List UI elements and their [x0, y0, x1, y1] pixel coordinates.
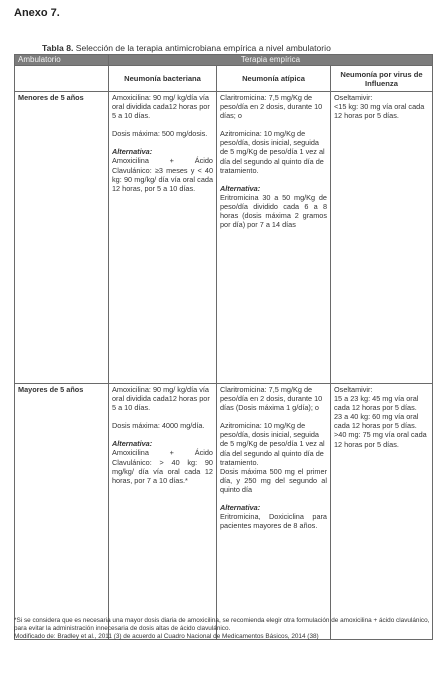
column-header-influenza: Neumonía por virus de Influenza [331, 66, 433, 92]
cell-atypical-over-5 [217, 384, 331, 640]
atypical-alt-label: Alternativa: [220, 183, 261, 193]
caption-text: Selección de la terapia antimicrobiana empírica a nivel ambulatorio [73, 43, 331, 53]
influenza-dose-1: 15 a 23 kg: 45 mg vía oral cada 12 horas por 5 días. [334, 394, 419, 413]
header-ambulatorio: Ambulatorio [15, 55, 109, 66]
annex-title: Anexo 7. [14, 7, 60, 19]
bacterial-alt-text: Amoxicilina + Ácido Clavulánico: ≥3 meses y < 40 kg: 90 mg/kg/ día vía oral cada 12 horas, por 5 a 10 días. [112, 156, 213, 193]
bacterial-main-text: Amoxicilina: 90 mg/ kg/día vía oral dividida cada12 horas por 5 a 10 días. [112, 385, 210, 413]
row-label-over-5: Mayores de 5 años [15, 384, 109, 640]
cell-bacterial-over-5 [109, 384, 217, 640]
bacterial-alt-label: Alternativa: [112, 439, 153, 449]
atypical-max-dose: Dosis máxima 500 mg el primer día, y 250 mg del segundo al quinto día [220, 466, 327, 494]
atypical-alt-text: Eritromicina 30 a 50 mg/Kg de peso/día dividido cada 6 a 8 horas (dosis máxima 2 gramos por día) por 7 a 14 días [220, 192, 327, 230]
cell-bacterial-under-5 [109, 92, 217, 384]
footnote-line-1: *Si se considera que es necesaria una mayor dosis diaria de amoxicilina, se recomienda elegir otra formulación de amoxicilina + ácido clavulánico, para evitar la administración innecesaria de dosis altas de ácido clavulánico. [14, 617, 430, 633]
cell-atypical-under-5 [217, 92, 331, 384]
atypical-claritromicina: Claritromicina: 7,5 mg/Kg de peso/día en 2 dosis, durante 10 días; o [220, 93, 323, 121]
bacterial-max-dose: Dosis máxima: 4000 mg/día. [112, 421, 205, 431]
influenza-dose-3: >40 mg: 75 mg vía oral cada 12 horas por 5 días. [334, 430, 427, 449]
header-terapia-empirica: Terapia empírica [109, 55, 433, 66]
influenza-drug: Oseltamivir: [334, 93, 373, 102]
column-header-atypical: Neumonía atípica [217, 66, 331, 92]
cell-influenza-over-5 [331, 384, 433, 640]
bacterial-max-dose: Dosis máxima: 500 mg/dosis. [112, 129, 208, 139]
atypical-alt-label: Alternativa: [220, 503, 261, 513]
atypical-alt-text: Eritromicina, Doxiciclina para pacientes mayores de 8 años. [220, 512, 327, 531]
row-label-under-5: Menores de 5 años [15, 92, 109, 384]
bacterial-main-text: Amoxicilina: 90 mg/ kg/día vía oral dividida cada12 horas por 5 a 10 días. [112, 93, 210, 121]
cell-influenza-under-5 [331, 92, 433, 384]
bacterial-alt-label: Alternativa: [112, 147, 153, 157]
header-empty-cell [15, 66, 109, 92]
header-row-columns [15, 66, 433, 92]
therapy-table [14, 54, 433, 640]
table-caption [42, 43, 432, 53]
atypical-claritromicina: Claritromicina: 7,5 mg/Kg de peso/día en 2 dosis, durante 10 días (Dosis máxima 1 g/día); o [220, 385, 323, 413]
bacterial-alt-text: Amoxicilina + Ácido Clavulánico: > 40 kg: 90 mg/kg/ día vía oral cada 12 horas, por 7 a 10 días.* [112, 448, 213, 485]
influenza-drug: Oseltamivir: [334, 385, 373, 394]
influenza-dose-2: 23 a 40 kg: 60 mg vía oral cada 12 horas por 5 días. [334, 412, 419, 431]
table-row [15, 384, 433, 640]
atypical-azitromicina: Azitromicina: 10 mg/Kg de peso/día, dosis inicial, seguida de 5 mg/Kg de peso/día 1 vez al día del segundo al quinto día de tratamiento. [220, 421, 325, 467]
footnote [14, 617, 432, 642]
column-header-bacterial: Neumonía bacteriana [109, 66, 217, 92]
table-row [15, 92, 433, 384]
caption-label: Tabla 8. [42, 43, 74, 53]
influenza-dose-1: <15 kg: 30 mg vía oral cada 12 horas por 5 días. [334, 102, 425, 121]
header-row-group [15, 55, 433, 66]
footnote-line-2: Modificado de: Bradley et al., 2011 (3) de acuerdo al Cuadro Nacional de Medicamentos Básicos, 2014 (38) [14, 633, 319, 641]
atypical-azitromicina: Azitromicina: 10 mg/Kg de peso/día, dosis inicial, seguida de 5 mg/Kg de peso/día 1 vez al día del segundo al quinto día de tratamiento. [220, 129, 325, 175]
